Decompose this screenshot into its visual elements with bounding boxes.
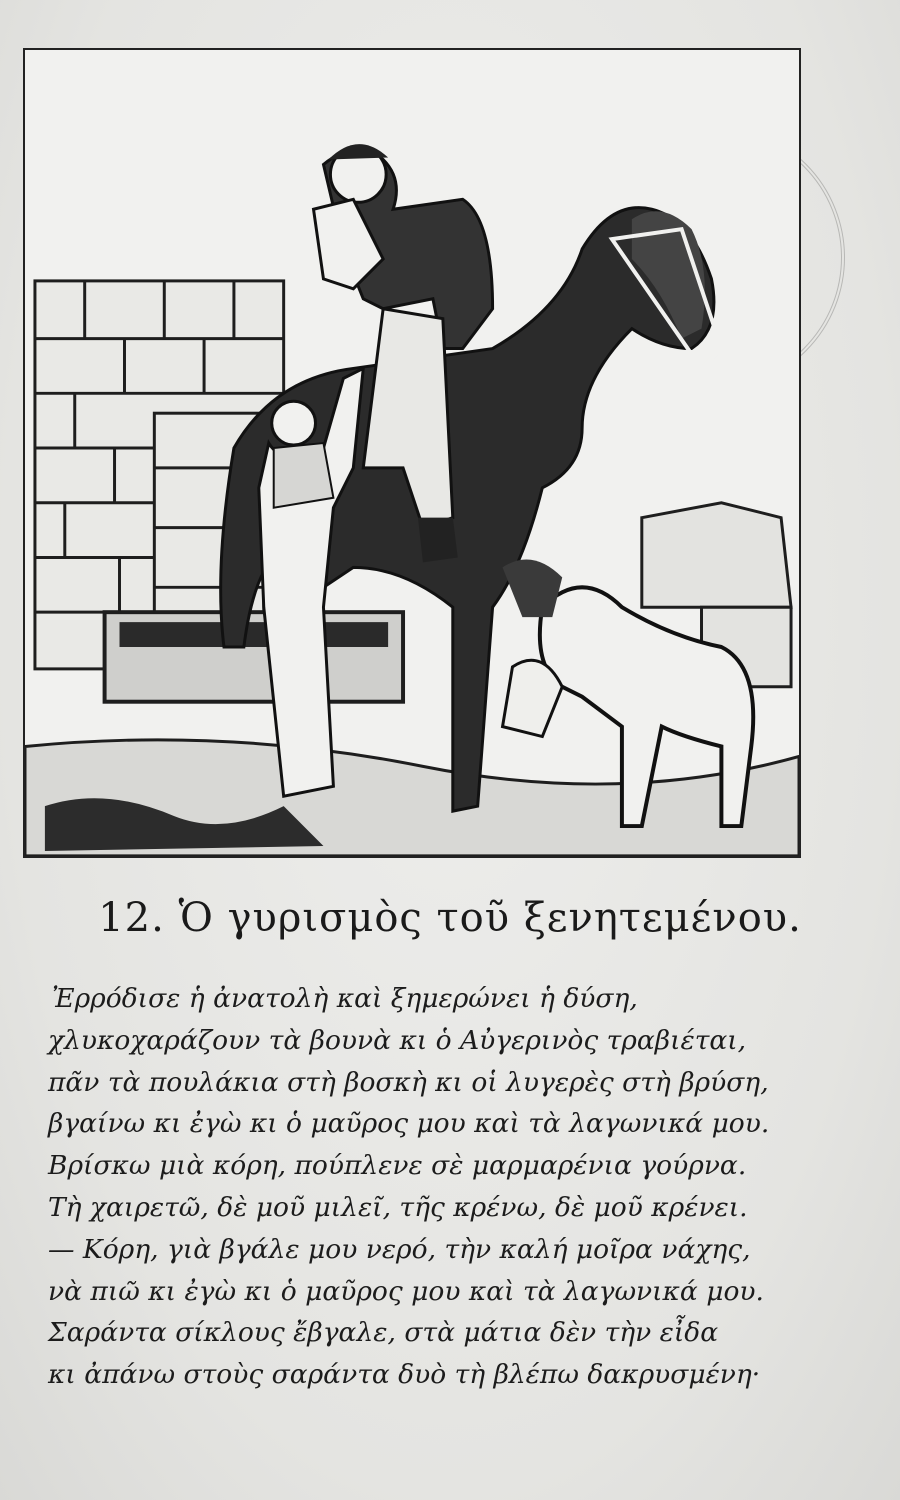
poem-line: κι ἀπάνω στοὺς σαράντα δυὸ τὴ βλέπω δακρυσμένη· xyxy=(48,1359,761,1391)
poem-line: Βρίσκω μιὰ κόρη, πούπλενε σὲ μαρμαρένια γούρνα. xyxy=(48,1150,747,1182)
poem-line: Σαράντα σίκλους ἔβγαλε, στὰ μάτια δὲν τὴν εἶδα xyxy=(48,1317,719,1349)
poem-line: βγαίνω κι ἐγὼ κι ὁ μαῦρος μου καὶ τὰ λαγωνικά μου. xyxy=(48,1108,770,1140)
woodcut-illustration xyxy=(23,48,801,858)
poem-line: νὰ πιῶ κι ἐγὼ κι ὁ μαῦρος μου καὶ τὰ λαγωνικά μου. xyxy=(48,1275,764,1307)
poem-line: — Κόρη, γιὰ βγάλε μου νερό, τὴν καλή μοῖρα νάχης, xyxy=(48,1233,751,1265)
woodcut-horseman-icon xyxy=(25,50,799,856)
poem-line: χλυκοχαράζουν τὰ βουνὰ κι ὁ Αὐγερινὸς τραβιέται, xyxy=(48,1024,747,1056)
poem-line: Τὴ χαιρετῶ, δὲ μοῦ μιλεῖ, τῆς κρένω, δὲ μοῦ κρένει. xyxy=(48,1191,748,1223)
poem-line: πᾶν τὰ πουλάκια στὴ βοσκὴ κι οἱ λυγερὲς στὴ βρύση, xyxy=(48,1066,769,1098)
page-title: 12. Ὁ γυρισμὸς τοῦ ξενητεμένου. xyxy=(98,895,802,941)
poem-body xyxy=(40,978,840,1396)
poem-line: Ἐρρόδισε ἡ ἀνατολὴ καὶ ξημερώνει ἡ δύση, xyxy=(52,983,638,1014)
